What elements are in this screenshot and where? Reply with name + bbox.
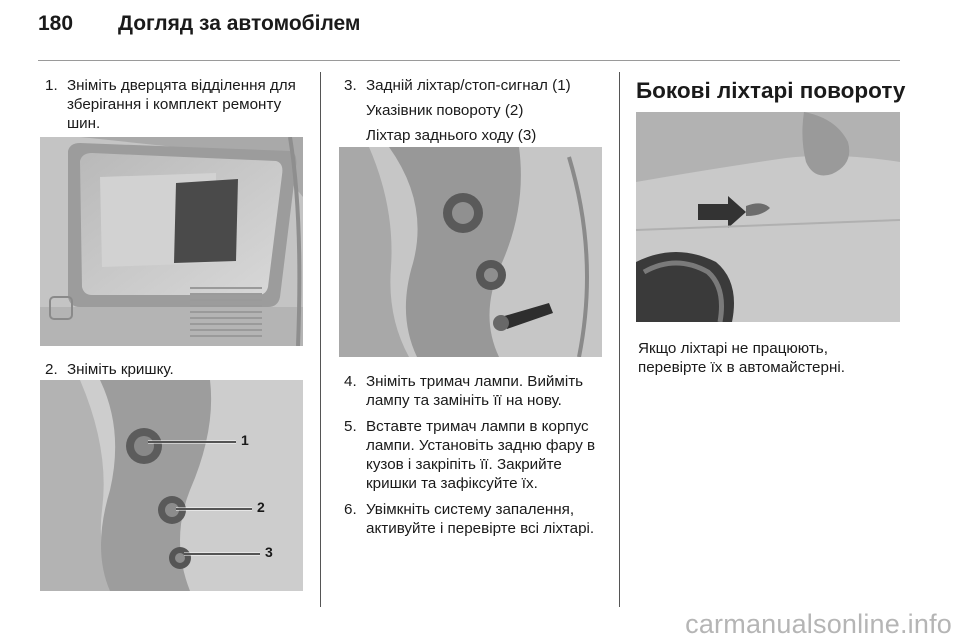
step-number: 3. <box>344 77 357 94</box>
step-6 <box>344 500 606 538</box>
storage-compartment-photo <box>40 137 303 346</box>
step-3 <box>344 76 606 95</box>
column-divider-2 <box>619 72 620 607</box>
step-text: Зніміть кришку. <box>67 361 174 378</box>
reverse-light-line: Ліхтар заднього ходу (3) <box>366 127 537 144</box>
turn-signal-line: Указівник повороту (2) <box>366 102 524 119</box>
column-divider-1 <box>320 72 321 607</box>
column-3 <box>638 339 900 377</box>
section-body: Якщо ліхтарі не працюють, перевірте їх в автомайстерні. <box>638 340 845 376</box>
step-text: Задній ліхтар/стоп-сигнал (1) <box>366 77 571 94</box>
tail-light-callout-photo <box>40 380 303 591</box>
callout-2: 2 <box>257 499 265 515</box>
storage-compartment-illustration <box>40 137 303 346</box>
section-heading: Бокові ліхтарі повороту <box>636 78 906 103</box>
step-5 <box>344 417 606 493</box>
column-2-lower <box>344 372 606 538</box>
step-text: Вставте тримач лампи в корпус лампи. Установіть задню фару в кузов і закріпіть її. Закрийте кришки та зафіксуйте їх. <box>366 418 596 492</box>
page-title: Догляд за автомобілем <box>118 12 361 35</box>
step-number: 5. <box>344 418 357 435</box>
column-1 <box>45 76 307 133</box>
step-4 <box>344 372 606 410</box>
bulb-holder-illustration <box>339 147 602 357</box>
step-2 <box>45 360 307 379</box>
callout-1: 1 <box>241 432 249 448</box>
side-turn-signal-illustration <box>636 112 900 322</box>
step-number: 6. <box>344 501 357 518</box>
step-1 <box>45 76 307 133</box>
bulb-holder-photo <box>339 147 602 357</box>
step-number: 1. <box>45 77 58 94</box>
step-number: 4. <box>344 373 357 390</box>
callout-3: 3 <box>265 544 273 560</box>
page-number: 180 <box>38 12 74 35</box>
step-number: 2. <box>45 361 58 378</box>
tail-light-illustration <box>40 380 303 591</box>
step-text: Зніміть дверцята відділення для зберігання і комплект ремонту шин. <box>67 77 296 132</box>
step-text: Увімкніть систему запалення, активуйте і перевірте всі ліхтарі. <box>366 501 595 537</box>
column-1-lower <box>45 360 307 379</box>
column-2 <box>344 76 606 145</box>
header-divider <box>38 60 900 61</box>
step-text: Зніміть тримач лампи. Вийміть лампу та замініть її на нову. <box>366 373 584 409</box>
source-watermark: carmanualsonline.info <box>685 609 952 639</box>
side-turn-signal-photo <box>636 112 900 322</box>
